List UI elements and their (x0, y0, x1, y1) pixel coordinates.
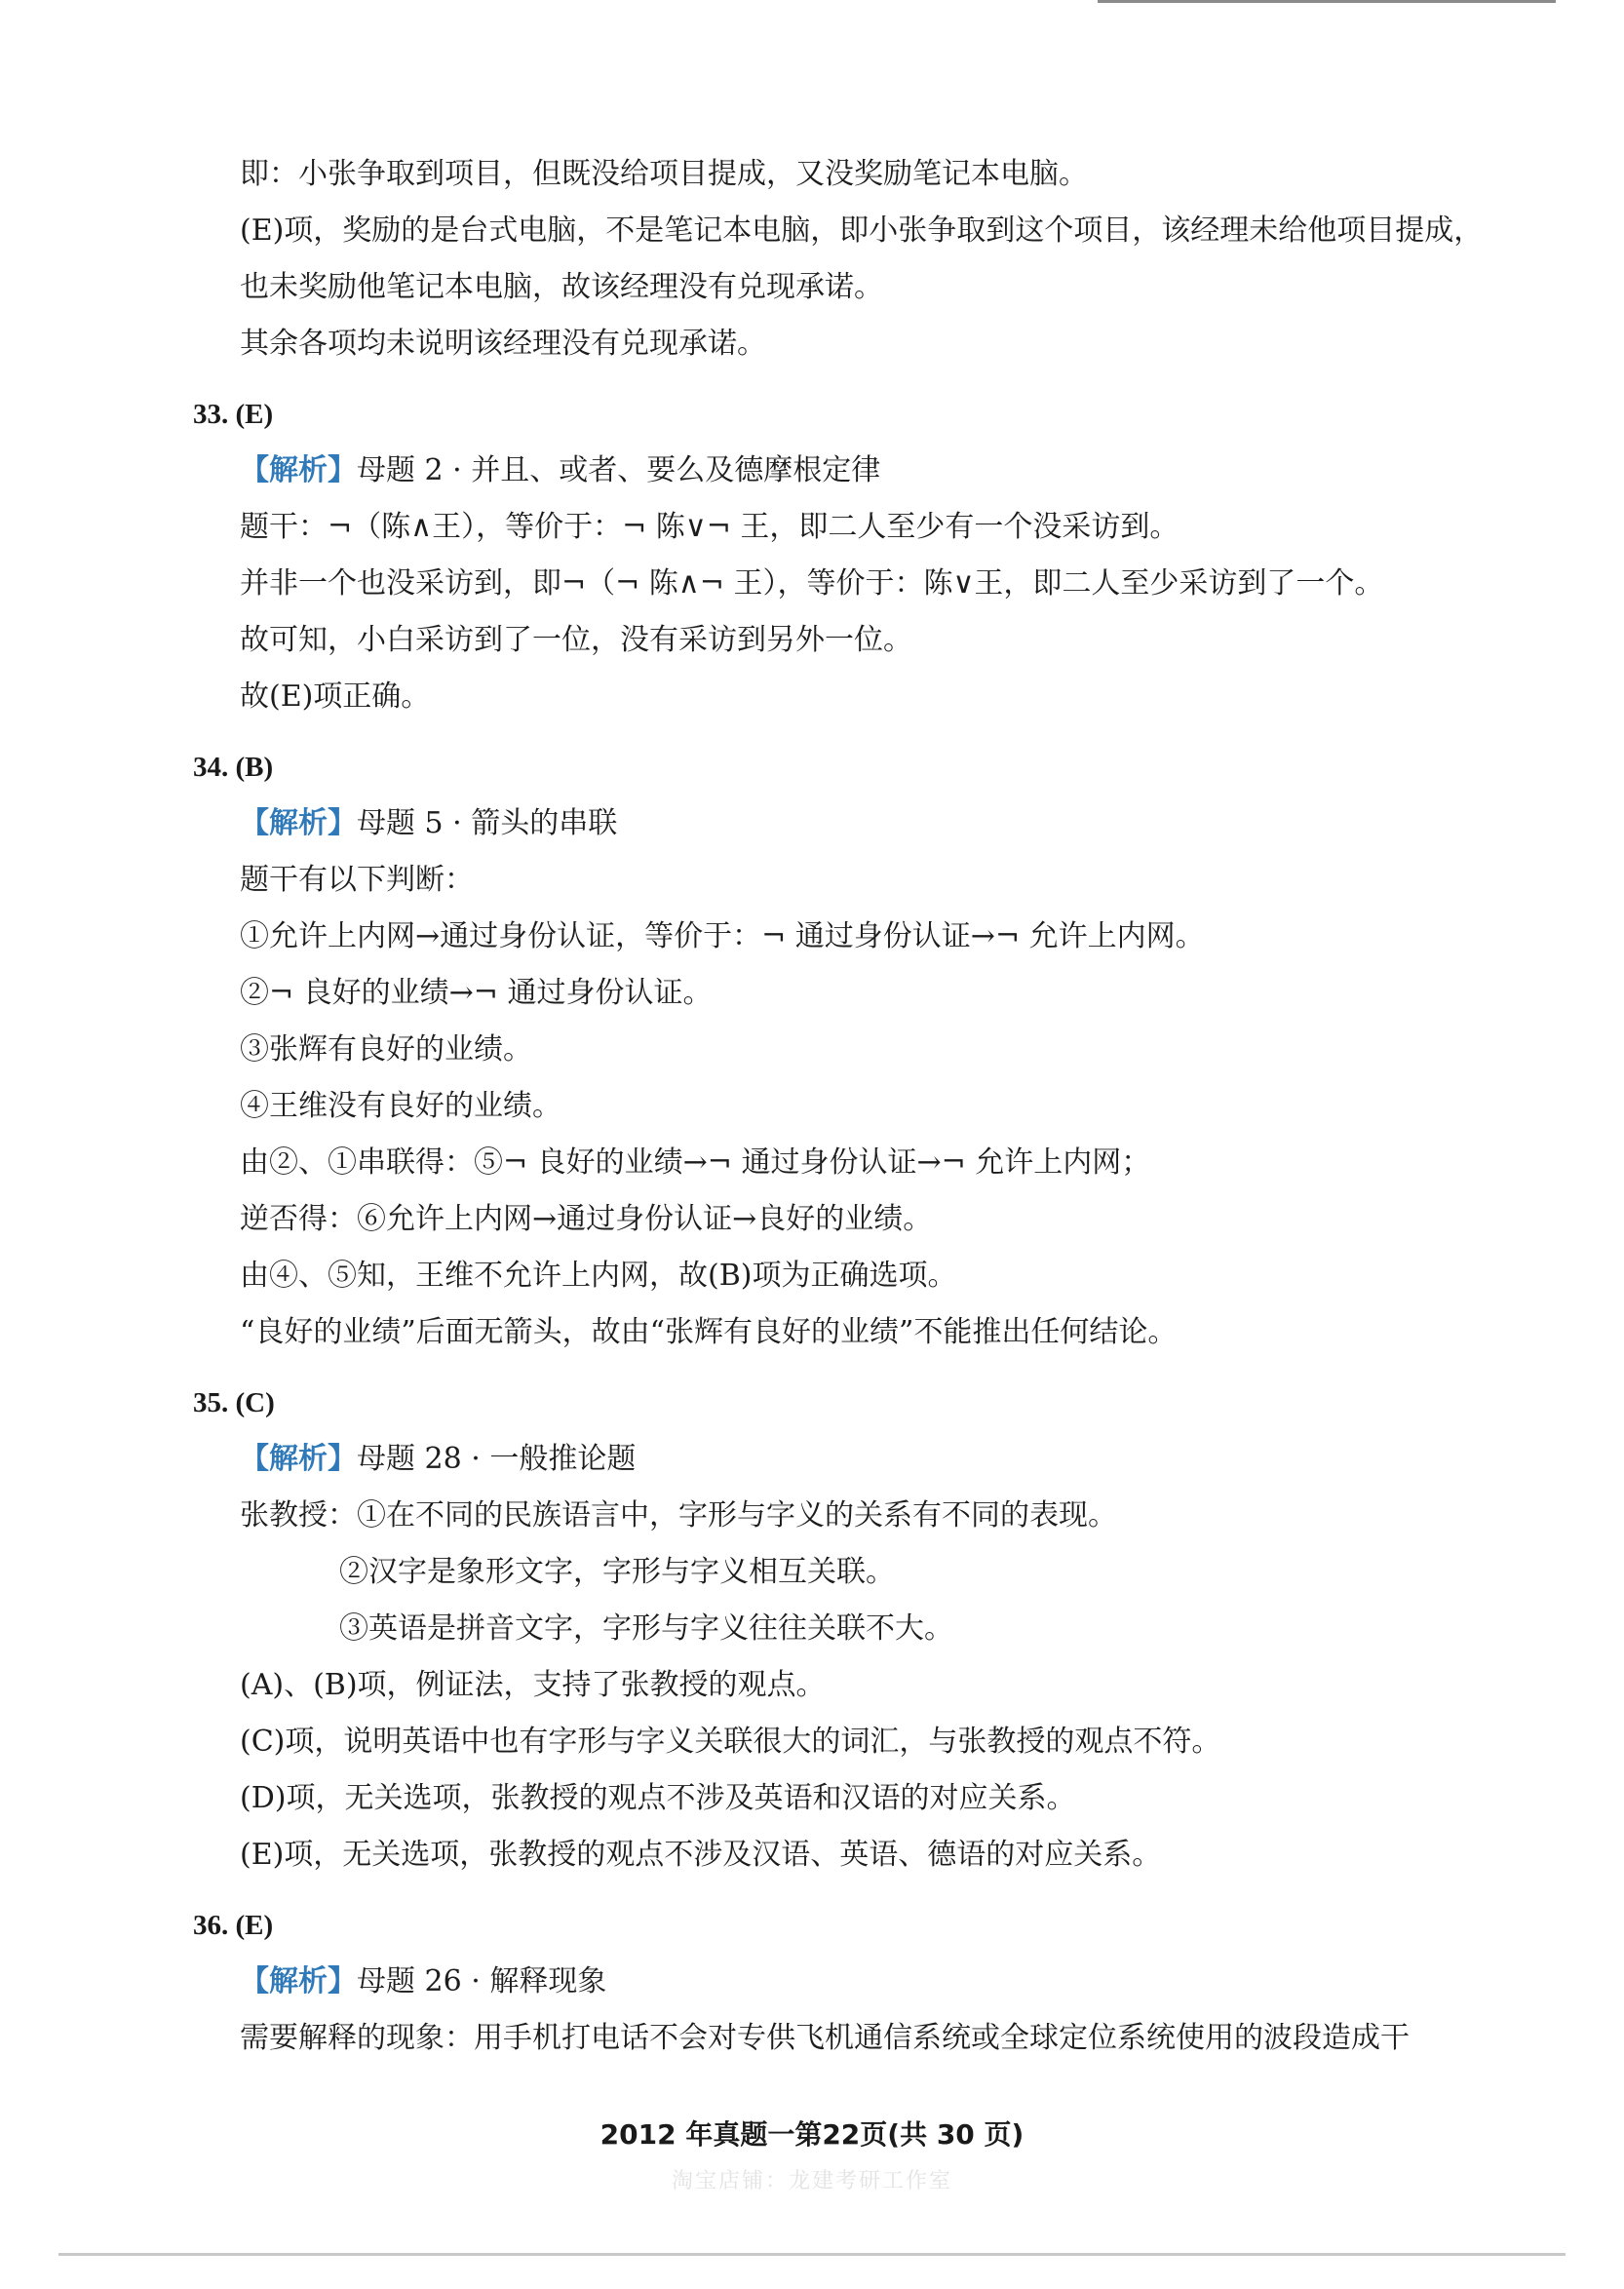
text-line: 题干有以下判断： (240, 863, 474, 897)
page-content (193, 146, 1499, 2067)
analysis-tag: 【解析】 (240, 806, 357, 840)
analysis-line (240, 1954, 1499, 2010)
text-line: (C)项，说明英语中也有字形与字义关联很大的词汇，与张教授的观点不符。 (240, 1725, 1221, 1759)
watermark: 淘宝店铺：龙建考研工作室 (671, 2169, 952, 2193)
text-line: 题干：¬（陈∧王），等价于：¬ 陈∨¬ 王，即二人至少有一个没采访到。 (240, 510, 1179, 544)
analysis-tag: 【解析】 (240, 1964, 357, 1998)
analysis-tag: 【解析】 (240, 1442, 357, 1476)
text-line: (A)、(B)项，例证法，支持了张教授的观点。 (240, 1668, 826, 1702)
question-33-heading: 33. (E) (193, 399, 274, 430)
question-36-heading: 36. (E) (193, 1910, 274, 1941)
analysis-line (240, 1431, 1499, 1488)
text-line: ③张辉有良好的业绩。 (240, 1032, 532, 1067)
analysis-topic: 母题 2 · 并且、或者、要么及德摩根定律 (357, 453, 881, 487)
text-line: 逆否得：⑥允许上内网→通过身份认证→良好的业绩。 (240, 1202, 933, 1236)
text-line: 故可知，小白采访到了一位，没有采访到另外一位。 (240, 623, 912, 657)
text-line: 故(E)项正确。 (240, 679, 431, 714)
text-line: “良好的业绩”后面无箭头，故由“张辉有良好的业绩”不能推出任何结论。 (240, 1315, 1178, 1349)
question-35-heading: 35. (C) (193, 1387, 275, 1418)
analysis-topic: 母题 26 · 解释现象 (357, 1964, 607, 1998)
text-line: 并非一个也没采访到，即¬（¬ 陈∧¬ 王），等价于：陈∨王，即二人至少采访到了一个。 (240, 566, 1384, 601)
text-line: 也未奖励他笔记本电脑，故该经理没有兑现承诺。 (240, 270, 883, 304)
text-line: 由②、①串联得：⑤¬ 良好的业绩→¬ 通过身份认证→¬ 允许上内网； (240, 1145, 1151, 1180)
text-line: 即：小张争取到项目，但既没给项目提成，又没奖励笔记本电脑。 (240, 157, 1088, 191)
analysis-line (240, 795, 1499, 852)
text-line: ②¬ 良好的业绩→¬ 通过身份认证。 (240, 976, 713, 1010)
text-line: 张教授：①在不同的民族语言中，字形与字义的关系有不同的表现。 (240, 1498, 1117, 1532)
top-rule (1098, 0, 1556, 3)
text-line: (D)项，无关选项，张教授的观点不涉及英语和汉语的对应关系。 (240, 1781, 1076, 1815)
bottom-rule (58, 2253, 1566, 2256)
analysis-topic: 母题 5 · 箭头的串联 (357, 806, 618, 840)
analysis-topic: 母题 28 · 一般推论题 (357, 1442, 637, 1476)
text-line: 其余各项均未说明该经理没有兑现承诺。 (240, 327, 766, 361)
text-line-indented: ③英语是拼音文字，字形与字义往往关联不大。 (339, 1611, 953, 1646)
text-line: 由④、⑤知，王维不允许上内网，故(B)项为正确选项。 (240, 1259, 957, 1293)
text-line-indented: ②汉字是象形文字，字形与字义相互关联。 (339, 1555, 895, 1589)
question-34-heading: 34. (B) (193, 752, 274, 783)
text-line: (E)项，奖励的是台式电脑，不是笔记本电脑，即小张争取到这个项目，该经理未给他项目提成， (240, 213, 1484, 248)
analysis-line (240, 443, 1499, 499)
text-line: (E)项，无关选项，张教授的观点不涉及汉语、英语、德语的对应关系。 (240, 1838, 1162, 1872)
text-line: ④王维没有良好的业绩。 (240, 1089, 561, 1123)
text-line: ①允许上内网→通过身份认证，等价于：¬ 通过身份认证→¬ 允许上内网。 (240, 919, 1205, 953)
text-line: 需要解释的现象：用手机打电话不会对专供飞机通信系统或全球定位系统使用的波段造成干 (240, 2021, 1410, 2055)
analysis-tag: 【解析】 (240, 453, 357, 487)
page-footer: 2012 年真题一第22页(共 30 页) (599, 2118, 1025, 2151)
